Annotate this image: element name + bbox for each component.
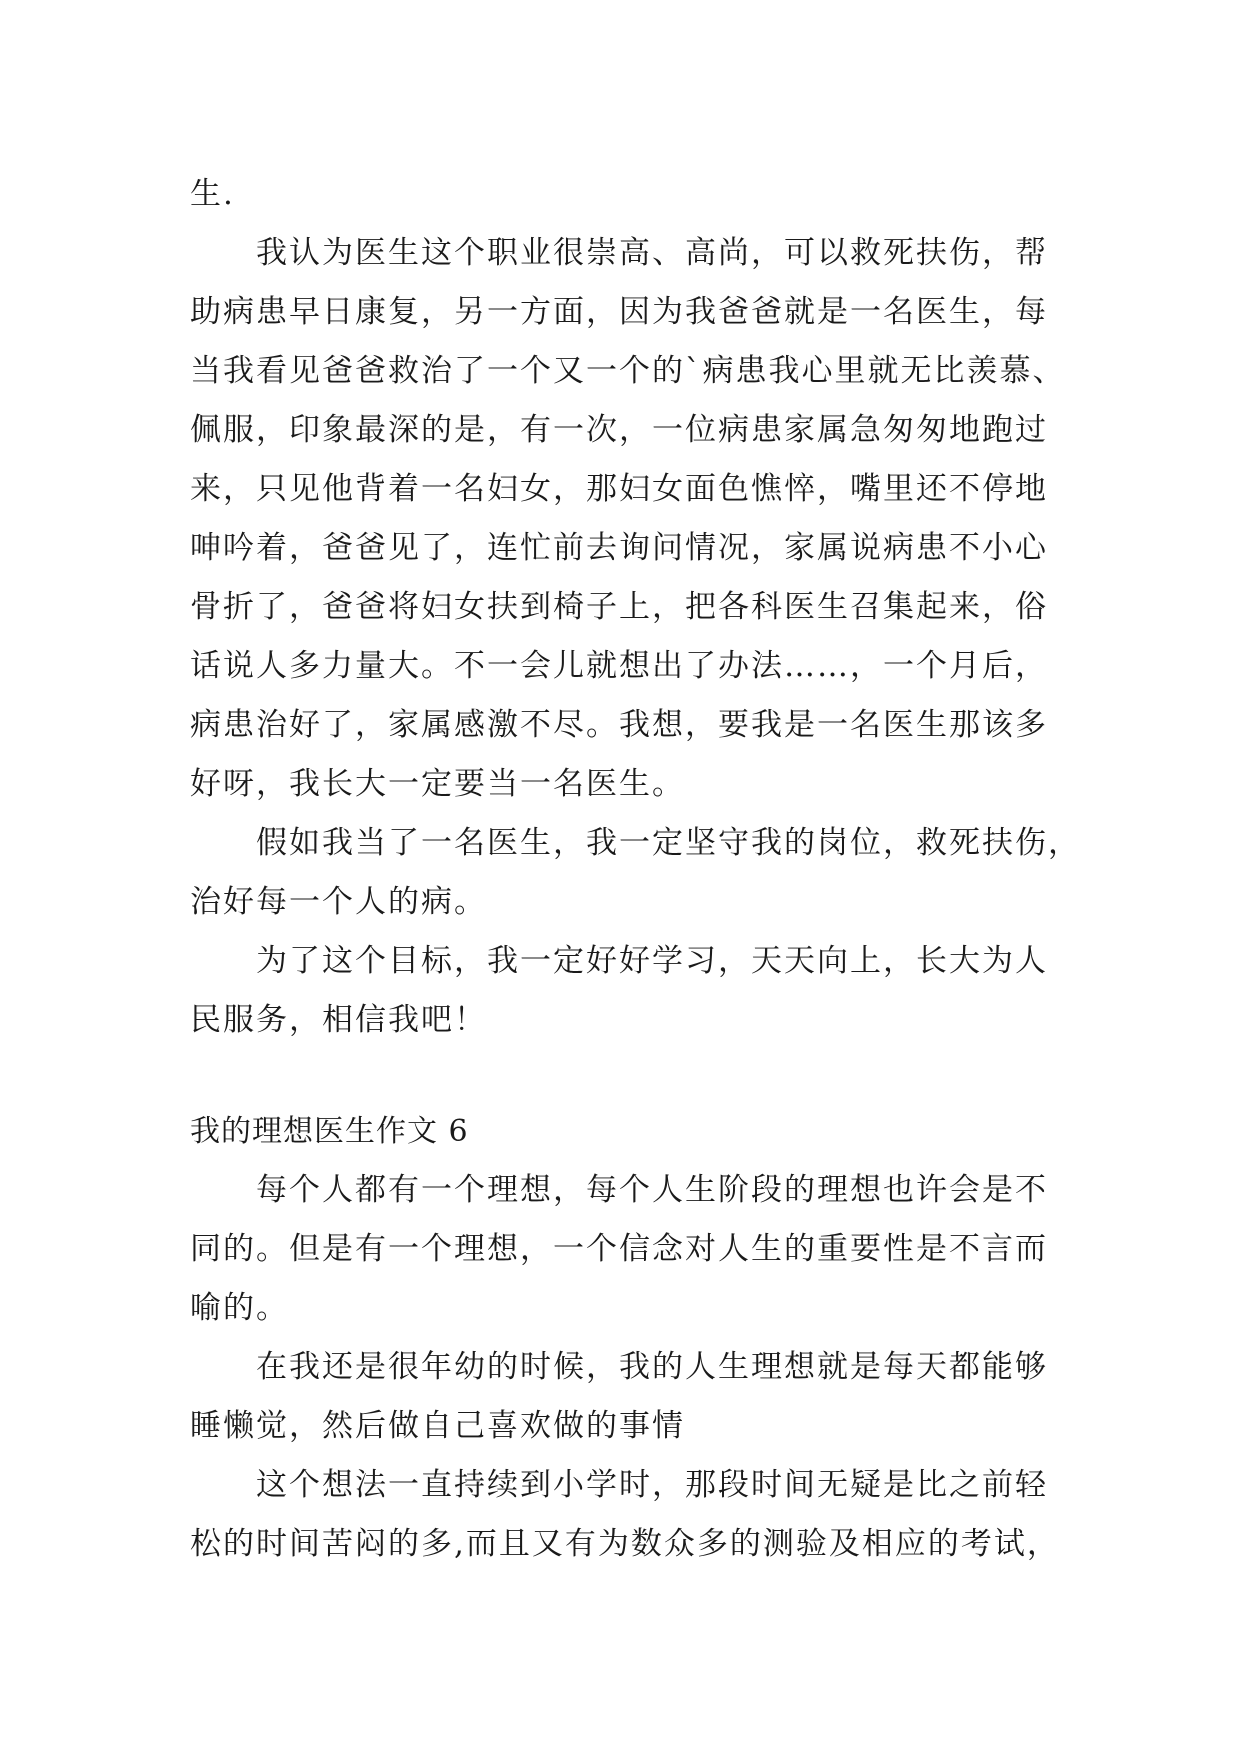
text-line: 为了这个目标，我一定好好学习，天天向上，长大为人 [256,943,1048,979]
text-line: 好呀，我长大一定要当一名医生。 [190,766,685,802]
text-line: 假如我当了一名医生，我一定坚守我的岗位，救死扶伤， [256,825,1081,861]
text-line: 民服务，相信我吧！ [190,1002,487,1038]
text-line: 喻的。 [190,1290,289,1326]
text-line: 我认为医生这个职业很崇高、高尚，可以救死扶伤，帮 [256,235,1048,271]
text-line: 助病患早日康复，另一方面，因为我爸爸就是一名医生，每 [190,294,1048,330]
text-line: 治好每一个人的病。 [190,884,487,920]
text-line: 来，只见他背着一名妇女，那妇女面色憔悴，嘴里还不停地 [190,471,1048,507]
text-line: 生. [190,176,235,212]
text-line: 病患治好了，家属感激不尽。我想，要我是一名医生那该多 [190,707,1048,743]
text-line: 呻吟着，爸爸见了，连忙前去询问情况，家属说病患不小心 [190,530,1048,566]
text-line: 同的。但是有一个理想，一个信念对人生的重要性是不言而 [190,1231,1048,1267]
text-line: 当我看见爸爸救治了一个又一个的`病患我心里就无比羡慕、 [190,353,1066,389]
text-line: 佩服，印象最深的是，有一次，一位病患家属急匆匆地跑过 [190,412,1048,448]
document-page [190,165,1081,1574]
section-heading: 我的理想医生作文 6 [190,1114,469,1149]
text-line: 松的时间苦闷的多,而且又有为数众多的测验及相应的考试， [190,1526,1060,1562]
text-line: 睡懒觉，然后做自己喜欢做的事情 [190,1408,685,1444]
text-line: 这个想法一直持续到小学时，那段时间无疑是比之前轻 [256,1467,1048,1503]
text-line: 话说人多力量大。不一会儿就想出了办法……，一个月后， [190,648,1048,684]
text-line: 每个人都有一个理想，每个人生阶段的理想也许会是不 [256,1172,1048,1208]
text-line: 在我还是很年幼的时候，我的人生理想就是每天都能够 [256,1349,1048,1385]
text-line: 骨折了，爸爸将妇女扶到椅子上，把各科医生召集起来，俗 [190,589,1048,625]
